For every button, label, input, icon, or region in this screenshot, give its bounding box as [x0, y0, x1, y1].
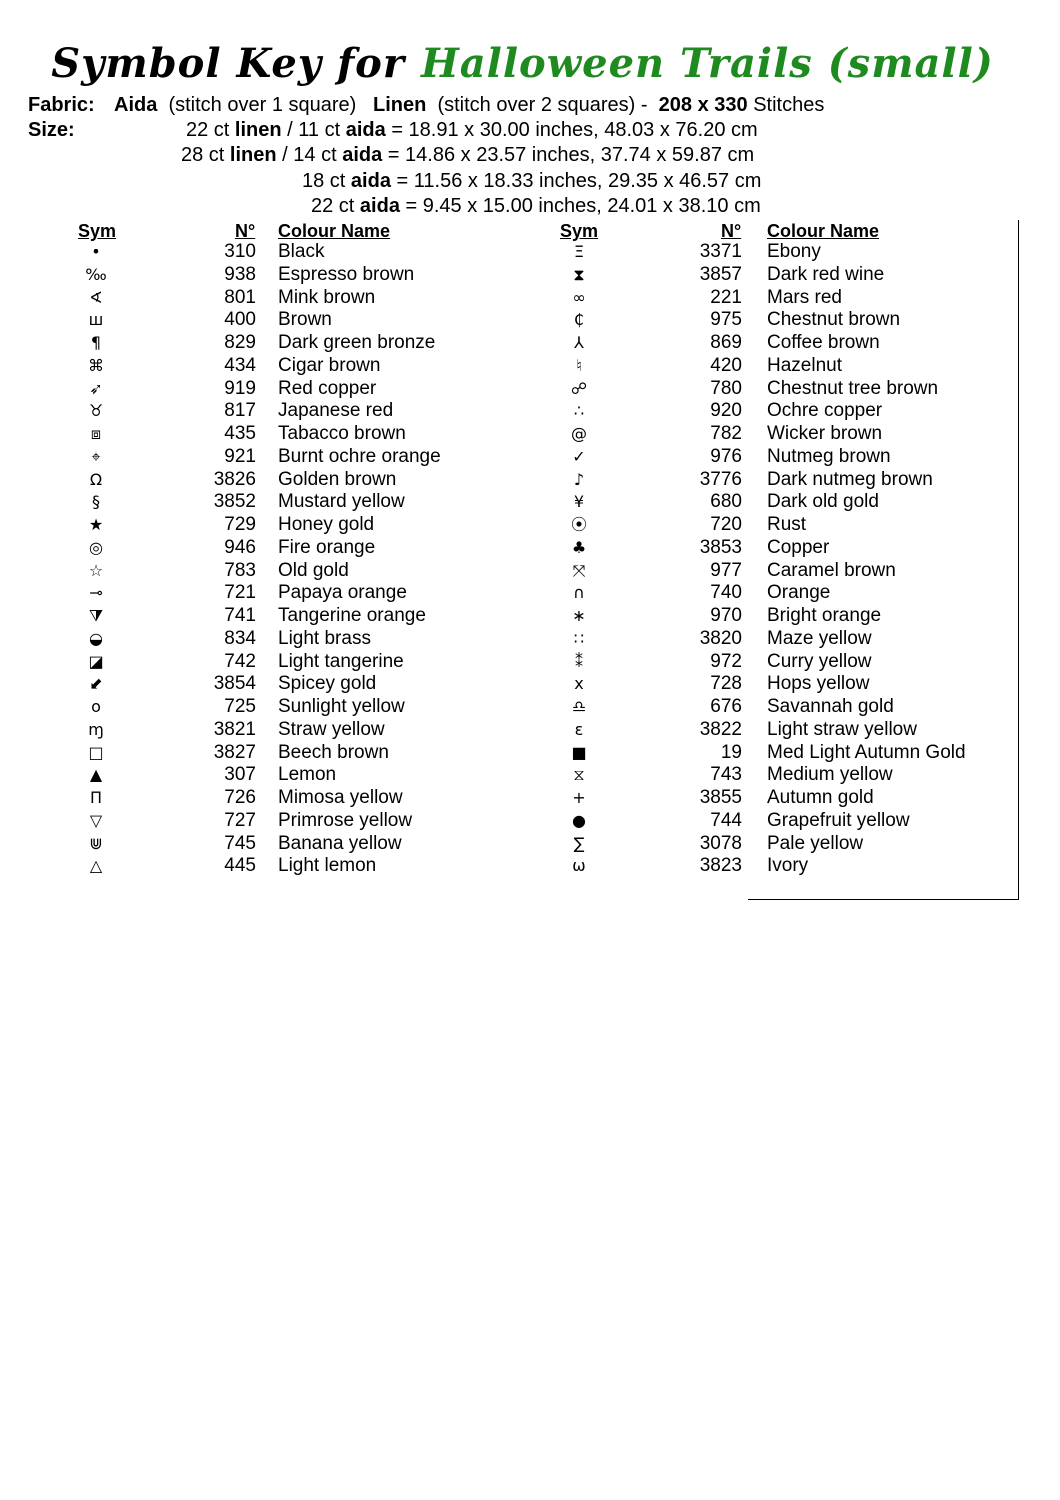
symbol-glyph-icon: ⌖ [91, 446, 101, 466]
floss-number: 310 [224, 241, 256, 262]
symbol-glyph-icon: ▽ [89, 810, 103, 830]
table-row [0, 673, 1000, 696]
colour-name: Pale yellow [767, 832, 864, 854]
floss-number: 3827 [213, 741, 256, 763]
size-count: / 11 ct [287, 119, 341, 141]
floss-number: 720 [710, 514, 742, 535]
floss-number: 726 [224, 787, 256, 808]
symbol-glyph-icon: ◒ [89, 628, 103, 648]
symbol-glyph-icon: ★ [88, 515, 104, 534]
colour-name: Medium yellow [767, 764, 893, 786]
colour-name: Light brass [278, 627, 371, 649]
page-title [0, 40, 1045, 87]
colour-name: Wicker brown [767, 423, 883, 444]
size-count: / 14 ct [282, 144, 337, 166]
floss-number: 970 [710, 605, 742, 626]
colour-name: Honey gold [278, 514, 375, 535]
table-row [0, 469, 1000, 492]
colour-name: Golden brown [278, 468, 397, 490]
symbol-glyph-icon: Π [89, 788, 103, 807]
stitch-dims: 208 x 330 [658, 94, 748, 116]
header-name-left: Colour Name [278, 221, 391, 241]
colour-name: Dark red wine [767, 263, 885, 285]
floss-number: 745 [224, 832, 256, 854]
floss-number: 221 [710, 286, 742, 308]
symbol-glyph-icon: ∢ [89, 287, 103, 307]
symbol-glyph-icon: ∴ [573, 401, 585, 421]
symbol-glyph-icon: ♮ [576, 355, 582, 375]
size-dims: = 11.56 x 18.33 inches, 29.35 x 46.57 cm [396, 170, 762, 192]
table-row [0, 855, 1000, 878]
symbol-glyph-icon: △ [89, 856, 103, 876]
colour-name: Sunlight yellow [278, 696, 405, 717]
floss-number: 445 [224, 855, 256, 877]
symbol-glyph-icon: • [91, 242, 101, 261]
symbol-glyph-icon: ∞ [572, 287, 586, 307]
floss-number: 975 [710, 309, 742, 331]
floss-number: 938 [224, 263, 256, 285]
symbol-glyph-icon: ⧈ [90, 424, 102, 443]
table-row [0, 378, 1000, 401]
symbol-glyph-icon: + [572, 788, 586, 807]
colour-name: Dark green bronze [278, 332, 436, 353]
symbol-glyph-icon: ∷ [573, 628, 585, 648]
floss-number: 743 [710, 764, 742, 786]
symbol-glyph-icon: ¶ [90, 333, 102, 352]
symbol-glyph-icon: ⁑ [575, 651, 583, 671]
symbol-glyph-icon: ⧖ [573, 765, 585, 785]
floss-number: 3853 [699, 536, 742, 558]
header-sym-left: Sym [78, 221, 117, 241]
symbol-glyph-icon: ⤧ [572, 560, 586, 580]
floss-number: 3854 [213, 673, 256, 695]
floss-number: 400 [224, 309, 256, 331]
symbol-glyph-icon: ₵ [573, 310, 585, 330]
fabric-linen: Linen [373, 94, 427, 116]
symbol-glyph-icon: ∑ [573, 833, 585, 853]
size-fabric: aida [359, 195, 400, 217]
symbol-glyph-icon: ¥ [573, 492, 585, 512]
colour-name: Rust [767, 514, 807, 535]
colour-name: Autumn gold [767, 787, 874, 808]
table-row [0, 628, 1000, 651]
colour-name: Ebony [767, 241, 821, 262]
colour-name: Maze yellow [767, 627, 872, 649]
size-count: 18 ct [302, 170, 346, 192]
floss-number: 3776 [699, 468, 742, 490]
table-row [0, 582, 1000, 605]
table-row [0, 423, 1000, 446]
floss-number: 920 [710, 400, 742, 422]
colour-name: Ivory [767, 855, 809, 877]
colour-name: Copper [767, 536, 830, 558]
header-sym-right: Sym [560, 221, 599, 241]
floss-number: 921 [224, 445, 256, 467]
floss-number: 728 [710, 673, 742, 695]
colour-name: Straw yellow [278, 718, 385, 740]
symbol-glyph-icon: § [92, 492, 100, 512]
floss-number: 680 [710, 491, 742, 513]
symbol-glyph-icon: ⊸ [89, 583, 103, 603]
floss-number: 946 [224, 536, 256, 558]
symbol-glyph-icon: ⧗ [573, 264, 585, 284]
symbol-glyph-icon: ⅄ [574, 333, 584, 352]
floss-number: 742 [224, 650, 256, 672]
size-line-3 [302, 169, 761, 193]
table-row [0, 264, 1000, 287]
symbol-glyph-icon: ● [572, 810, 586, 830]
symbol-glyph-icon: o [91, 697, 101, 716]
floss-number: 869 [710, 332, 742, 353]
fabric-line [114, 93, 824, 117]
table-row [0, 787, 1000, 810]
size-dims: = 18.91 x 30.00 inches, 48.03 x 76.20 cm [391, 119, 758, 141]
floss-number: 782 [710, 423, 742, 444]
table-row [0, 605, 1000, 628]
symbol-glyph-icon: ■ [571, 742, 587, 762]
symbol-glyph-icon: ⌘ [88, 355, 104, 375]
colour-name: Med Light Autumn Gold [767, 741, 966, 763]
symbol-glyph-icon: ɱ [88, 719, 104, 739]
colour-name: Spicey gold [278, 673, 377, 695]
size-label: Size: [28, 119, 75, 141]
floss-number: 721 [224, 582, 256, 604]
title-prefix: Symbol Key for [51, 40, 405, 87]
header-name-right: Colour Name [767, 221, 880, 241]
floss-number: 3822 [699, 718, 742, 740]
fabric-linen-note: (stitch over 2 squares) - [437, 94, 648, 116]
table-row [0, 764, 1000, 787]
colour-name: Caramel brown [767, 559, 896, 581]
symbol-glyph-icon: ➶ [89, 378, 103, 398]
colour-name: Primrose yellow [278, 809, 413, 831]
symbol-glyph-icon: Ω [89, 469, 103, 489]
colour-name: Dark nutmeg brown [767, 468, 933, 490]
symbol-glyph-icon: ▲ [89, 765, 103, 785]
colour-name: Coffee brown [767, 332, 880, 353]
symbol-glyph-icon: ♪ [573, 469, 585, 489]
floss-number: 972 [710, 650, 742, 672]
table-row [0, 400, 1000, 423]
colour-name: Beech brown [278, 741, 389, 763]
floss-number: 741 [224, 605, 256, 626]
size-fabric: aida [342, 144, 383, 166]
size-line-1 [186, 118, 758, 142]
colour-name: Orange [767, 582, 831, 604]
stitch-word: Stitches [753, 94, 825, 116]
floss-number: 919 [224, 377, 256, 399]
colour-name: Cigar brown [278, 354, 381, 376]
symbol-glyph-icon: ✓ [572, 446, 586, 466]
size-fabric: linen [234, 119, 282, 141]
floss-number: 3855 [699, 787, 742, 808]
floss-number: 977 [710, 559, 742, 581]
size-count: 28 ct [181, 144, 225, 166]
colour-name: Grapefruit yellow [767, 809, 910, 831]
colour-name: Mustard yellow [278, 491, 405, 513]
symbol-glyph-icon: ⦿ [570, 515, 587, 534]
size-line-2 [181, 143, 754, 167]
colour-name: Mars red [767, 286, 842, 308]
table-row [0, 491, 1000, 514]
size-fabric: aida [345, 119, 386, 141]
table-row [0, 537, 1000, 560]
floss-number: 729 [224, 514, 256, 535]
symbol-glyph-icon: ε [574, 719, 584, 739]
symbol-glyph-icon: ☍ [570, 378, 588, 398]
floss-number: 780 [710, 377, 742, 399]
colour-name: Bright orange [767, 605, 882, 626]
symbol-glyph-icon: ш [88, 310, 104, 330]
symbol-glyph-icon: ♎ [571, 697, 587, 716]
colour-name: Banana yellow [278, 832, 402, 854]
size-fabric: linen [229, 144, 277, 166]
floss-number: 740 [710, 582, 742, 604]
symbol-glyph-icon: ‰ [85, 264, 107, 284]
floss-number: 829 [224, 332, 256, 353]
colour-name: Light lemon [278, 855, 377, 877]
floss-number: 744 [710, 809, 742, 831]
symbol-glyph-icon: ◪ [88, 651, 104, 671]
table-row [0, 719, 1000, 742]
fabric-aida: Aida [114, 94, 158, 116]
floss-number: 3852 [213, 491, 256, 513]
fabric-label: Fabric: [28, 94, 95, 116]
colour-name: Old gold [278, 559, 349, 581]
floss-number: 817 [224, 400, 256, 422]
colour-name: Hazelnut [767, 354, 842, 376]
pattern-name: Halloween Trails (small) [420, 40, 994, 87]
colour-name: Brown [278, 309, 332, 331]
size-dims: = 14.86 x 23.57 inches, 37.74 x 59.87 cm [387, 144, 755, 166]
table-row [0, 309, 1000, 332]
floss-number: 801 [224, 286, 256, 308]
table-row [0, 560, 1000, 583]
symbol-glyph-icon: ⧩ [88, 606, 104, 625]
size-dims: = 9.45 x 15.00 inches, 24.01 x 38.10 cm [405, 195, 761, 217]
colour-name: Light tangerine [278, 650, 404, 672]
colour-name: Nutmeg brown [767, 445, 891, 467]
floss-number: 3371 [699, 241, 742, 262]
symbol-glyph-icon: @ [571, 424, 587, 443]
colour-name: Mink brown [278, 286, 376, 308]
colour-name: Hops yellow [767, 673, 870, 695]
symbol-glyph-icon: Ξ [573, 242, 585, 261]
header-num-left: N° [235, 221, 256, 241]
size-count: 22 ct [311, 195, 355, 217]
table-row [0, 742, 1000, 765]
colour-name: Espresso brown [278, 263, 415, 285]
table-row [0, 355, 1000, 378]
colour-name: Chestnut brown [767, 309, 901, 331]
floss-number: 727 [224, 809, 256, 831]
colour-name: Black [278, 241, 325, 262]
floss-number: 3857 [699, 263, 742, 285]
colour-name: Japanese red [278, 400, 394, 422]
colour-name: Dark old gold [767, 491, 879, 513]
symbol-glyph-icon: ♣ [571, 537, 587, 557]
floss-number: 435 [224, 423, 256, 444]
floss-number: 834 [224, 627, 256, 649]
symbol-glyph-icon: ◎ [89, 537, 103, 557]
symbol-glyph-icon: ∗ [572, 606, 586, 625]
table-row [0, 810, 1000, 833]
floss-number: 420 [710, 354, 742, 376]
table-row [0, 446, 1000, 469]
colour-name: Chestnut tree brown [767, 377, 939, 399]
symbol-glyph-icon: ω [572, 856, 586, 876]
size-line-4 [311, 194, 761, 218]
floss-number: 3826 [213, 468, 256, 490]
floss-number: 725 [224, 696, 256, 717]
size-count: 22 ct [186, 119, 230, 141]
symbol-glyph-icon: x [574, 674, 584, 694]
floss-number: 434 [224, 354, 256, 376]
colour-name: Light straw yellow [767, 718, 917, 740]
table-row [0, 287, 1000, 310]
size-fabric: aida [350, 170, 391, 192]
table-bottom-border [748, 899, 1019, 900]
colour-name: Savannah gold [767, 696, 894, 717]
symbol-glyph-icon: ∩ [573, 583, 585, 603]
floss-number: 3823 [699, 855, 742, 877]
colour-name: Lemon [278, 764, 337, 786]
colour-name: Burnt ochre orange [278, 445, 441, 467]
colour-name: Papaya orange [278, 582, 407, 604]
colour-name: Ochre copper [767, 400, 883, 422]
floss-number: 3820 [699, 627, 742, 649]
floss-number: 976 [710, 445, 742, 467]
symbol-glyph-icon: ⋓ [89, 833, 103, 853]
table-right-border [1018, 220, 1019, 900]
symbol-glyph-icon: □ [88, 742, 104, 762]
colour-name: Curry yellow [767, 650, 872, 672]
floss-number: 3821 [213, 718, 256, 740]
colour-name: Tabacco brown [278, 423, 406, 444]
colour-name: Mimosa yellow [278, 787, 403, 808]
table-row [0, 833, 1000, 856]
table-row [0, 651, 1000, 674]
floss-number: 19 [720, 741, 742, 763]
colour-name: Tangerine orange [278, 605, 426, 626]
table-row [0, 332, 1000, 355]
floss-number: 783 [224, 559, 256, 581]
header-num-right: N° [721, 221, 742, 241]
symbol-glyph-icon: ☆ [88, 560, 104, 580]
symbol-glyph-icon: ♉ [88, 401, 104, 421]
table-row [0, 241, 1000, 264]
colour-name: Fire orange [278, 536, 376, 558]
table-row [0, 696, 1000, 719]
floss-number: 3078 [699, 832, 742, 854]
floss-number: 307 [224, 764, 256, 786]
fabric-aida-note: (stitch over 1 square) [168, 94, 357, 116]
colour-name: Red copper [278, 377, 377, 399]
floss-number: 676 [710, 696, 742, 717]
table-row [0, 514, 1000, 537]
symbol-glyph-icon: ⬋ [89, 674, 103, 694]
